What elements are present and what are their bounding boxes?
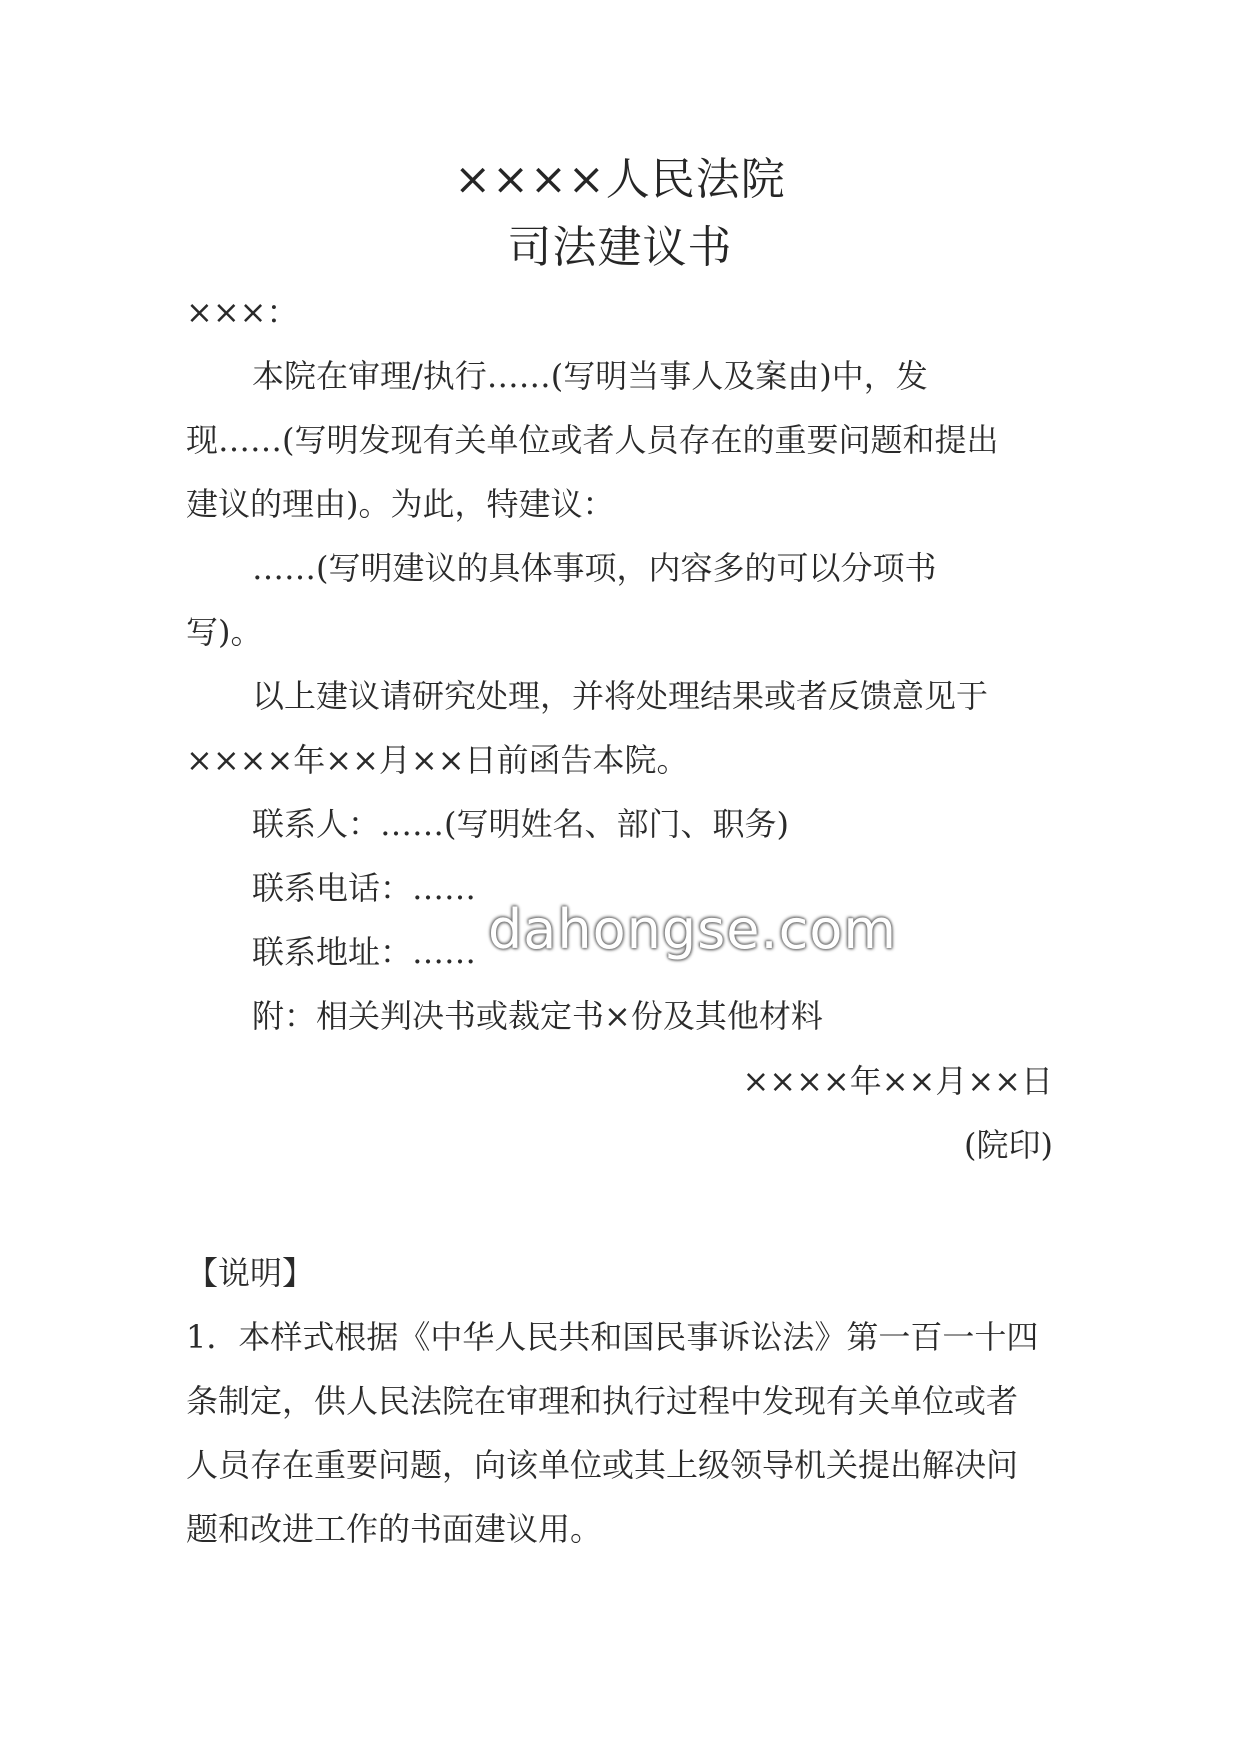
notes-item-1-line2: 条制定，供人民法院在审理和执行过程中发现有关单位或者 — [186, 1382, 1019, 1420]
document-date: ××××年××月××日 — [742, 1062, 1053, 1100]
body-p3-line1: 以上建议请研究处理，并将处理结果或者反馈意见于 — [252, 677, 989, 715]
body-p2-line1: ……(写明建议的具体事项，内容多的可以分项书 — [252, 549, 937, 587]
document-title: 司法建议书 — [507, 222, 733, 273]
court-name: ××××人民法院 — [454, 154, 786, 205]
contact-address: 联系地址：…… — [252, 933, 477, 971]
attachment: 附：相关判决书或裁定书×份及其他材料 — [252, 997, 823, 1035]
court-seal: (院印) — [964, 1126, 1053, 1164]
body-p1-line3: 建议的理由)。为此，特建议： — [186, 485, 615, 523]
notes-item-1-line4: 题和改进工作的书面建议用。 — [186, 1510, 603, 1548]
notes-heading: 【说明】 — [186, 1254, 315, 1292]
body-p1-line1: 本院在审理/执行……(写明当事人及案由)中，发 — [252, 357, 928, 395]
body-p2-line2: 写)。 — [186, 613, 263, 651]
notes-item-1-line3: 人员存在重要问题，向该单位或其上级领导机关提出解决问 — [186, 1446, 1019, 1484]
watermark: dahongse.com — [488, 898, 897, 961]
body-p1-line2: 现……(写明发现有关单位或者人员存在的重要问题和提出 — [186, 421, 999, 459]
body-p3-line2: ××××年××月××日前函告本院。 — [186, 741, 689, 779]
addressee: ×××： — [186, 293, 299, 331]
contact-person: 联系人：……(写明姓名、部门、职务) — [252, 805, 789, 843]
notes-item-1-line1: 1．本样式根据《中华人民共和国民事诉讼法》第一百一十四 — [186, 1318, 1039, 1356]
contact-phone: 联系电话：…… — [252, 869, 477, 907]
